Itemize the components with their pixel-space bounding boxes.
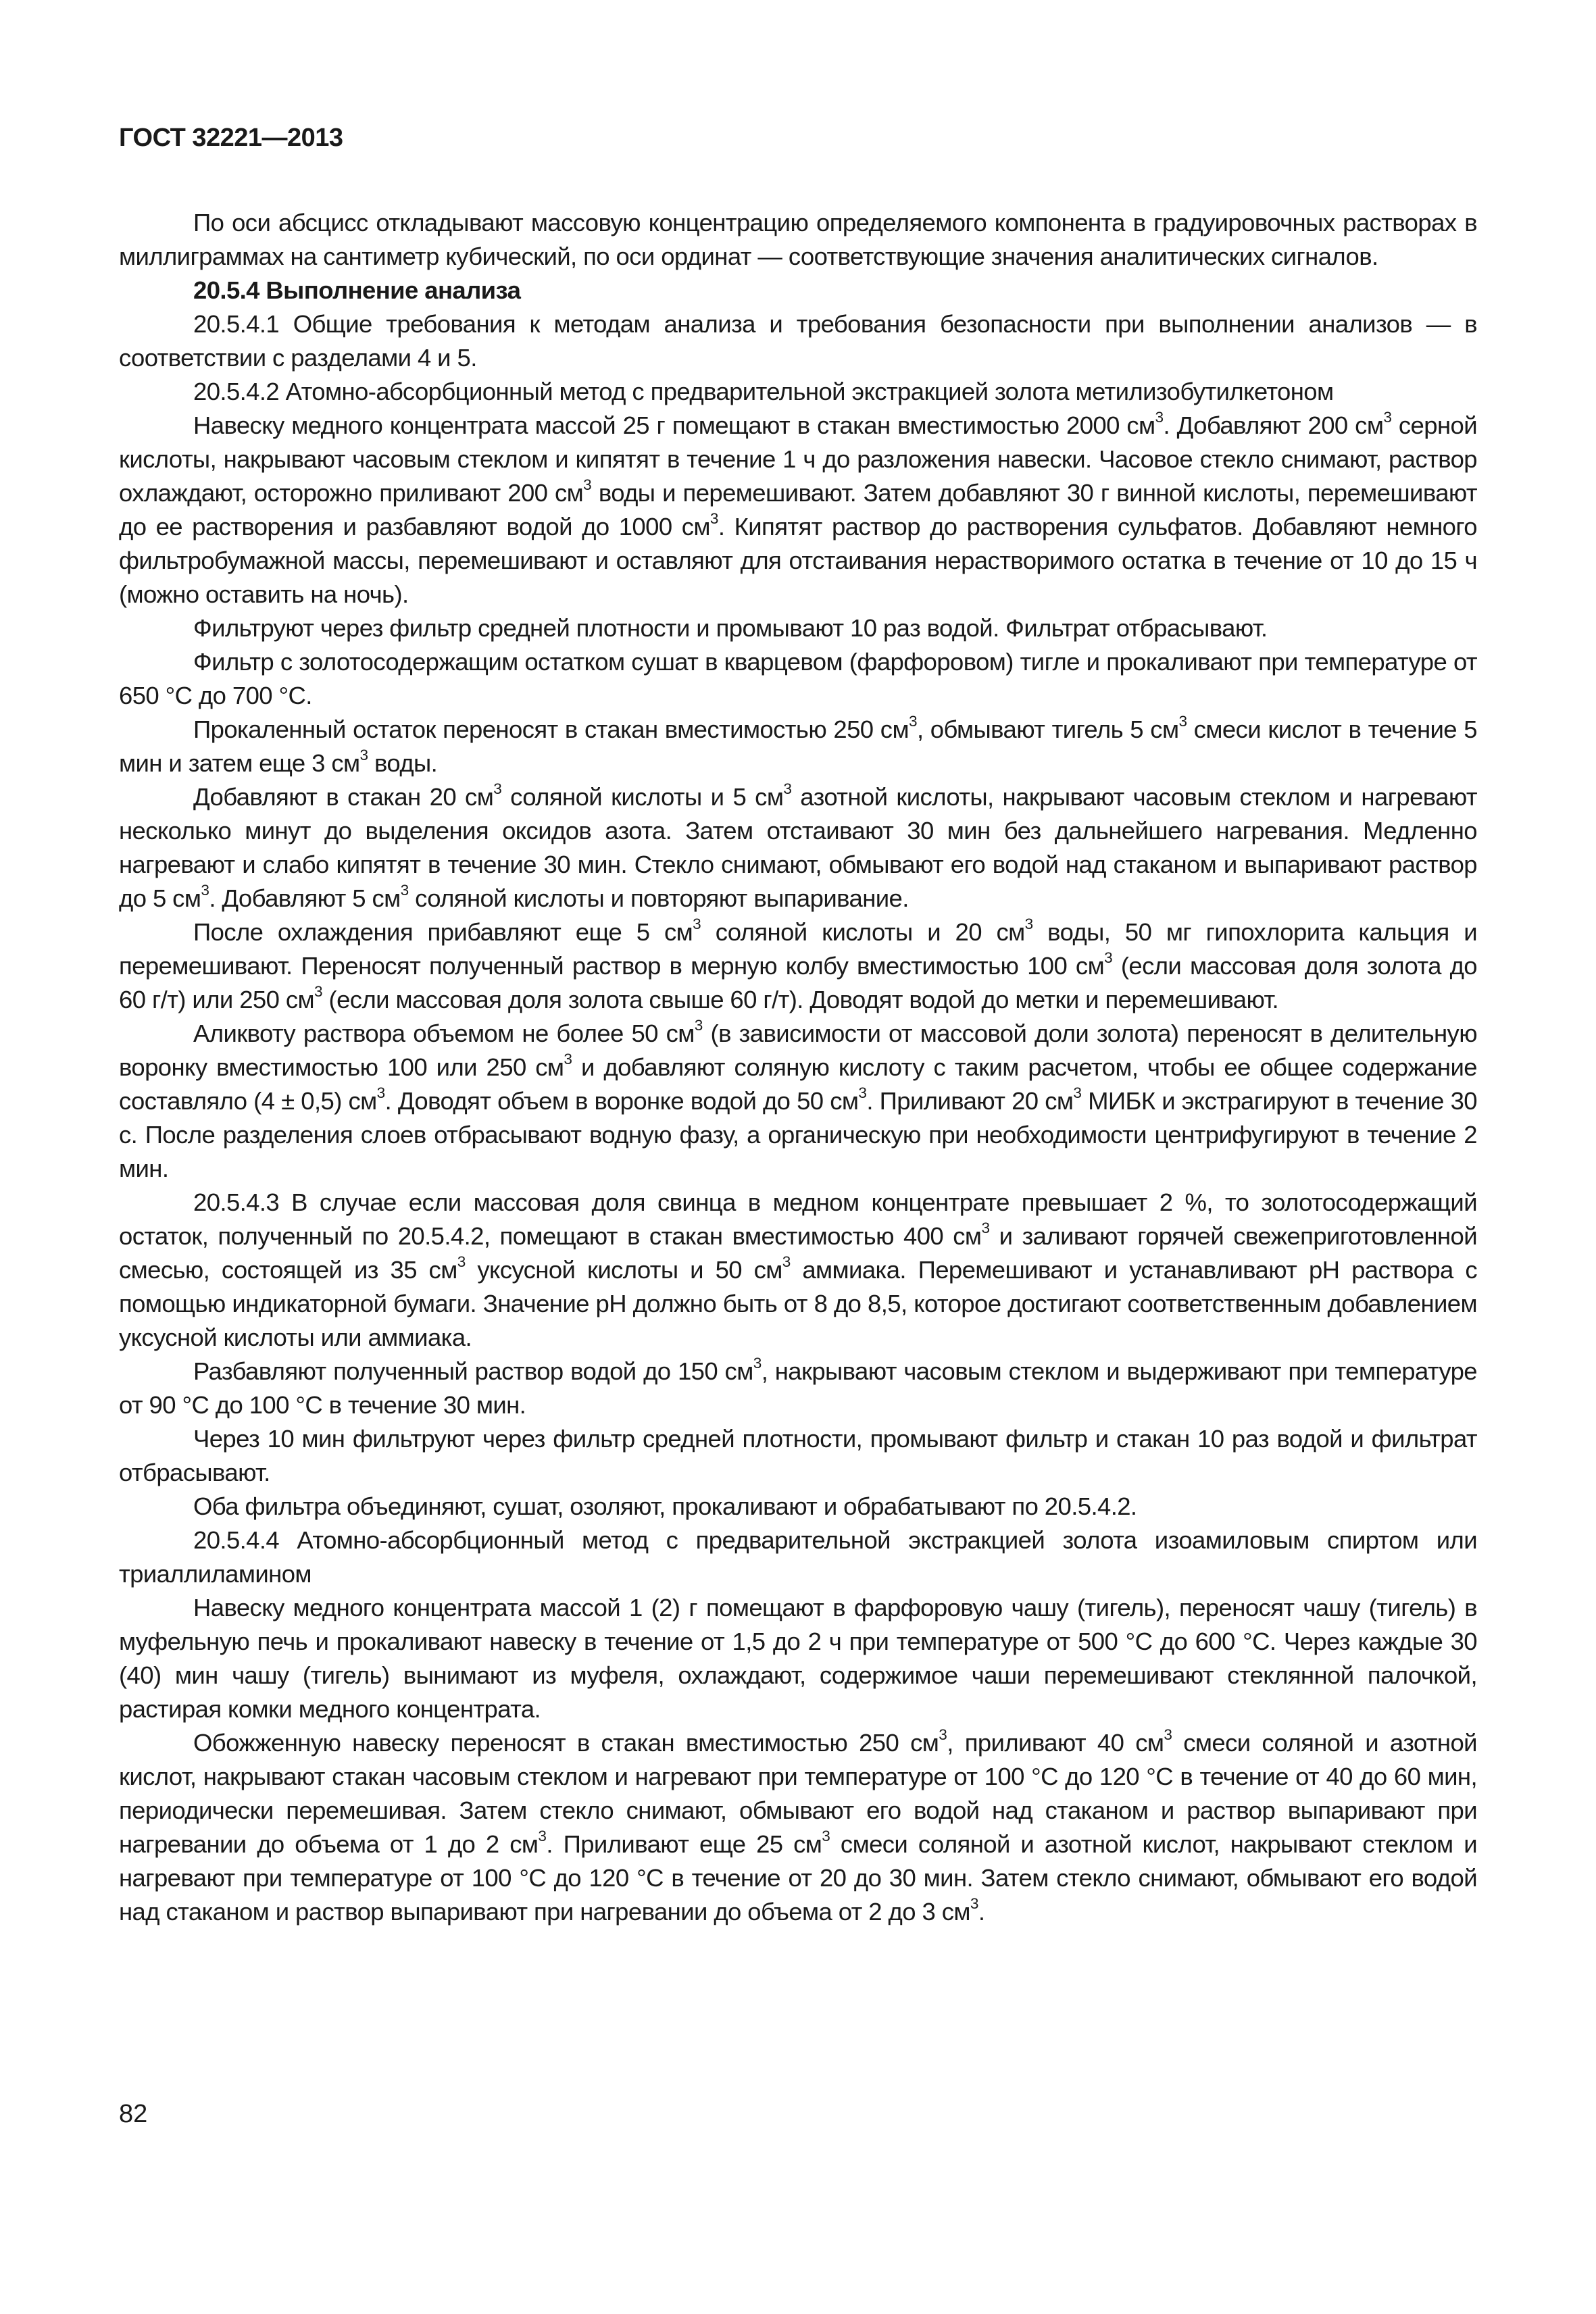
paragraph: Прокаленный остаток переносят в стакан вместимостью 250 $см^3$, обмывают тигель 5 $см^3$ смеси кислот в течение 5 мин и затем еще 3 $см^3$ воды. [119, 713, 1478, 777]
paragraph: Фильтр с золотосодержащим остатком сушат в кварцевом (фарфоровом) тигле и прокаливают при температуре от 650 °С до 700 °С. [119, 648, 1477, 709]
paragraph: Навеску медного концентрата массой 1 (2) г помещают в фарфоровую чашу (тигель), переносят чашу (тигель) в муфельную печь и прокаливают навеску в течение от 1,5 до 2 ч при температуре от 500 °С до 600 °С. Через каждые 30 (40) мин чашу (тигель) вынимают из муфеля, охлаждают, содержимое чаши перемешивают стеклянной палочкой, растирая комки медного концентрата. [119, 1594, 1477, 1723]
paragraph: Обожженную навеску переносят в стакан вместимостью 250 $см^3$, приливают 40 $см^3$ смеси соляной и азотной кислот, накрывают стакан часовым стеклом и нагревают при температуре от 100 °С до 120 °С в течение от 40 до 60 мин, периодически перемешивая. Затем стекло снимают, обмывают его водой над стаканом и раствор выпаривают при нагревании до объема от 1 до 2 $см^3$. Приливают еще 25 $см^3$ смеси соляной и азотной кислот, накрывают стеклом и нагревают при температуре от 100 °С до 120 °С в течение от 20 до 30 мин. Затем стекло снимают, обмывают его водой над стаканом и раствор выпаривают при нагревании до объема от 2 до 3 $см^3$. [119, 1726, 1477, 1926]
section-heading: 20.5.4 Выполнение анализа [193, 276, 521, 304]
page-number: 82 [119, 2100, 148, 2128]
paragraph: Разбавляют полученный раствор водой до 150 $см^3$, накрывают часовым стеклом и выдерживают при температуре от 90 °С до 100 °С в течение 30 мин. [119, 1355, 1478, 1419]
paragraph: Навеску медного концентрата массой 25 г помещают в стакан вместимостью 2000 $см^3$. Добавляют 200 $см^3$ серной кислоты, накрывают часовым стеклом и кипятят в течение 1 ч до разложения навески. Часовое стекло снимают, раствор охлаждают, осторожно приливают 200 $см^3$ воды и перемешивают. Затем добавляют 30 г винной кислоты, перемешивают до ее растворения и разбавляют водой до 1000 $см^3$. Кипятят раствор до растворения сульфатов. Добавляют немного фильтробумажной массы, перемешивают и оставляют для отстаивания нерастворимого остатка в течение от 10 до 15 ч (можно оставить на ночь). [119, 409, 1477, 608]
paragraph: 20.5.4.2 Атомно-абсорбционный метод с предварительной экстракцией золота метилизобутилкетоном [193, 378, 1334, 405]
document-header: ГОСТ 32221—2013 [119, 124, 343, 152]
paragraph: Добавляют в стакан 20 $см^3$ соляной кислоты и 5 $см^3$ азотной кислоты, накрывают часовым стеклом и нагревают несколько минут до выделения оксидов азота. Затем отстаивают 30 мин без дальнейшего нагревания. Медленно нагревают и слабо кипятят в течение 30 мин. Стекло снимают, обмывают его водой над стаканом и выпаривают раствор до 5 $см^3$. Добавляют 5 $см^3$ соляной кислоты и повторяют выпаривание. [119, 780, 1477, 912]
paragraph: После охлаждения прибавляют еще 5 $см^3$ соляной кислоты и 20 $см^3$ воды, 50 мг гипохлорита кальция и перемешивают. Переносят полученный раствор в мерную колбу вместимостью 100 $см^3$ (если массовая доля золота до 60 г/т) или 250 $см^3$ (если массовая доля золота свыше 60 г/т). Доводят водой до метки и перемешивают. [119, 915, 1478, 1013]
document-body [119, 206, 1477, 1929]
paragraph: 20.5.4.1 Общие требования к методам анализа и требования безопасности при выполнении анализов — в соответствии с разделами 4 и 5. [119, 310, 1477, 372]
paragraph: Аликвоту раствора объемом не более 50 $см^3$ (в зависимости от массовой доли золота) переносят в делительную воронку вместимостью 100 или 250 $см^3$ и добавляют соляную кислоту с таким расчетом, чтобы ее общее содержание составляло (4 ± 0,5) $см^3$. Доводят объем в воронке водой до 50 $см^3$. Приливают 20 $см^3$ МИБК и экстрагируют в течение 30 с. После разделения слоев отбрасывают водную фазу, а органическую при необходимости центрифугируют в течение 2 мин. [119, 1017, 1477, 1182]
paragraph: Через 10 мин фильтруют через фильтр средней плотности, промывают фильтр и стакан 10 раз водой и фильтрат отбрасывают. [119, 1425, 1477, 1486]
paragraph: 20.5.4.4 Атомно-абсорбционный метод с предварительной экстракцией золота изоамиловым спиртом или триаллиламином [119, 1526, 1477, 1588]
paragraph: 20.5.4.3 В случае если массовая доля свинца в медном концентрате превышает 2 %, то золотосодержащий остаток, полученный по 20.5.4.2, помещают в стакан вместимостью 400 $см^3$ и заливают горячей свежеприготовленной смесью, состоящей из 35 $см^3$ уксусной кислоты и 50 $см^3$ аммиака. Перемешивают и устанавливают рН раствора с помощью индикаторной бумаги. Значение рН должно быть от 8 до 8,5, которое достигают соответственным добавлением уксусной кислоты или аммиака. [119, 1188, 1477, 1351]
paragraph: Оба фильтра объединяют, сушат, озоляют, прокаливают и обрабатывают по 20.5.4.2. [193, 1492, 1137, 1520]
paragraph: Фильтруют через фильтр средней плотности и промывают 10 раз водой. Фильтрат отбрасывают. [193, 614, 1268, 642]
paragraph: По оси абсцисс откладывают массовую концентрацию определяемого компонента в градуировочных растворах в миллиграммах на сантиметр кубический, по оси ординат — соответствующие значения аналитических сигналов. [119, 209, 1477, 270]
